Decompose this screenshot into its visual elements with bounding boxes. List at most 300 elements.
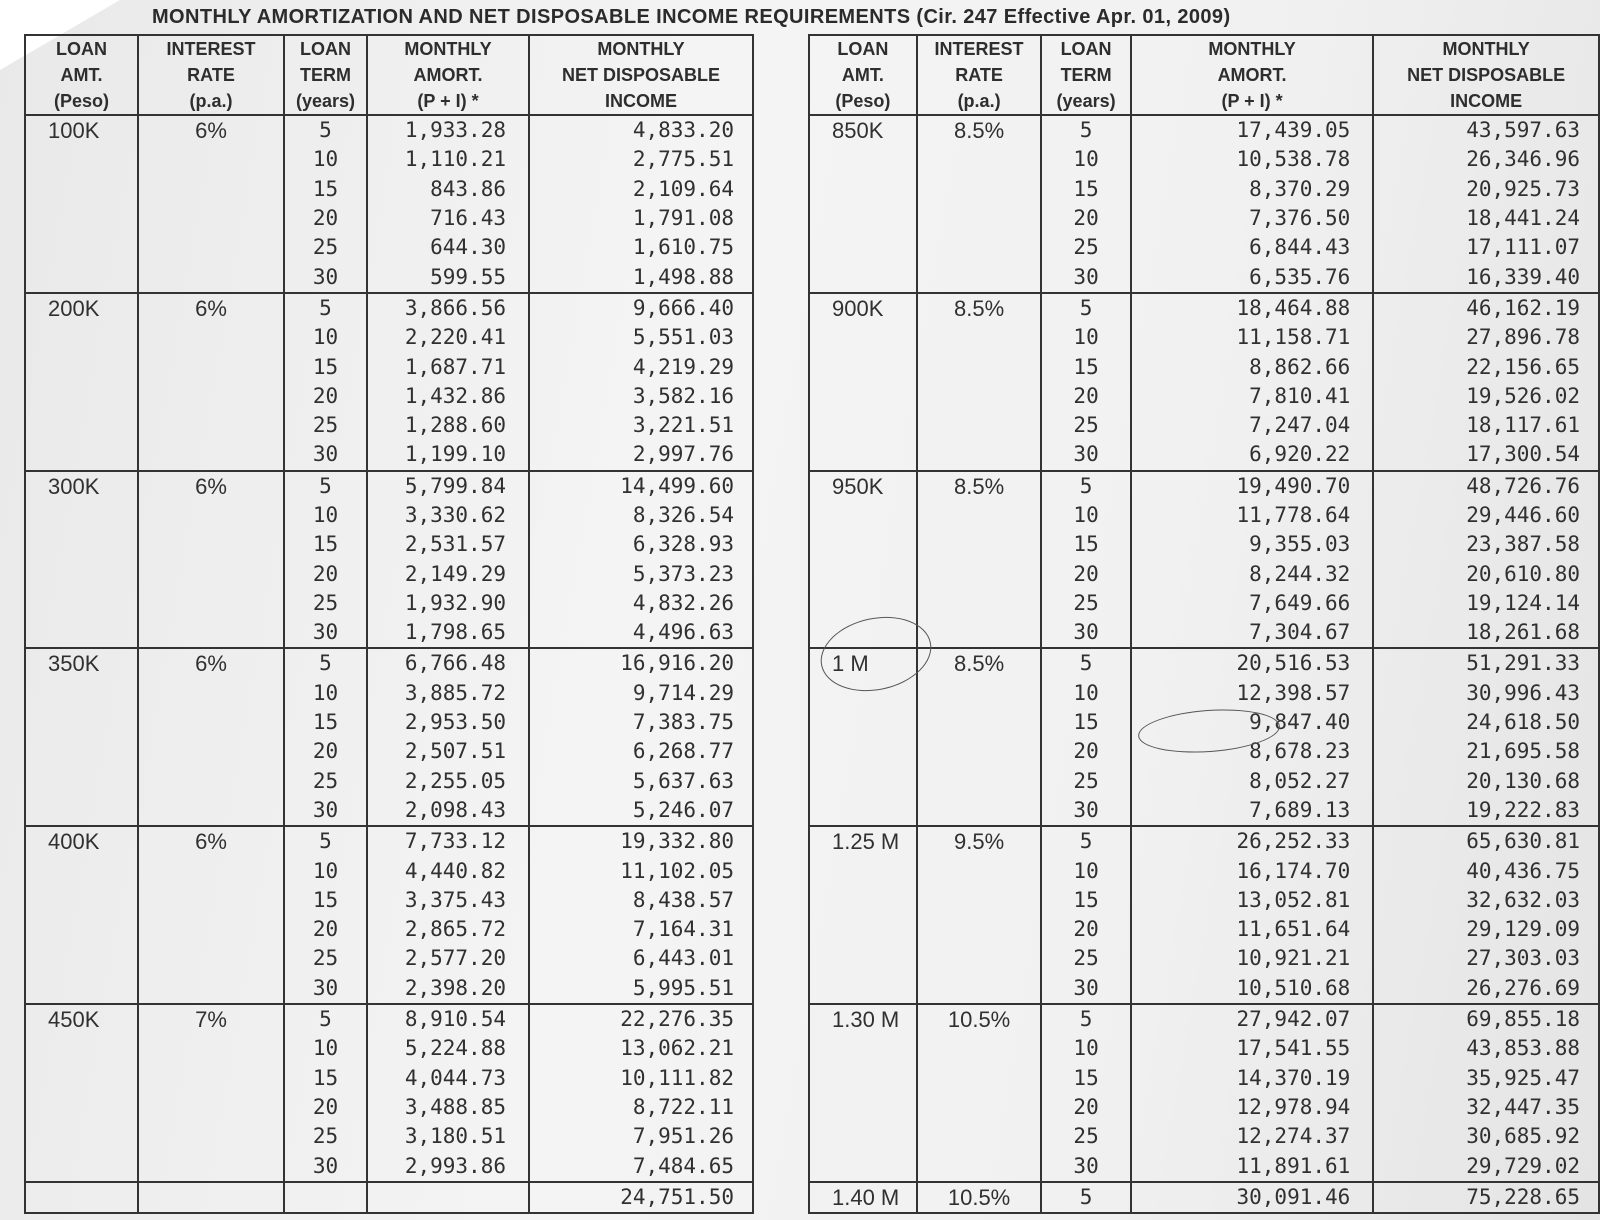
monthly-amort-cell: 9,847.40 [1131,708,1373,737]
header-line: AMORT. [1217,65,1287,85]
table-row [809,1004,1599,1034]
header-loan-term [1041,35,1131,115]
loan-amount-cell [809,204,917,233]
loan-amount-cell [25,145,138,174]
loan-amount-cell [25,262,138,292]
loan-term-cell: 25 [284,767,367,796]
amortization-table-left [24,34,754,1214]
table-row [25,323,753,352]
header-line: (Peso) [53,91,109,111]
table-row [25,796,753,826]
table-row [809,886,1599,915]
header-line: AMORT. [413,65,483,85]
monthly-amort-cell: 27,942.07 [1131,1004,1373,1034]
document-title: MONTHLY AMORTIZATION AND NET DISPOSABLE INCOME REQUIREMENTS (Cir. 247 Effective Apr. 01, 2009) [152,6,1231,28]
interest-rate-cell [138,708,284,737]
monthly-amort-cell: 8,052.27 [1131,767,1373,796]
header-loan-amt [809,35,917,115]
monthly-amort-cell: 2,993.86 [367,1151,529,1181]
header-loan-term [284,35,367,115]
loan-amount-cell [809,1122,917,1151]
net-disposable-income-cell: 21,695.58 [1373,737,1599,766]
header-line: MONTHLY [1442,39,1530,59]
table-row [25,944,753,973]
loan-term-cell: 25 [284,233,367,262]
loan-amount-cell: 950K [809,471,917,501]
table-row [25,589,753,618]
header-line: NET DISPOSABLE [1407,65,1566,85]
net-disposable-income-cell: 30,996.43 [1373,679,1599,708]
table-row [25,293,753,323]
loan-term-cell: 15 [284,530,367,559]
loan-amount-cell [25,767,138,796]
monthly-amort-cell: 26,252.33 [1131,826,1373,856]
table-row [25,1093,753,1122]
loan-amount-cell: 350K [25,648,138,678]
loan-amount-cell [809,1064,917,1093]
interest-rate-cell [917,175,1041,204]
net-disposable-income-cell: 13,062.21 [529,1034,753,1063]
interest-rate-cell [138,501,284,530]
monthly-amort-cell: 11,651.64 [1131,915,1373,944]
interest-rate-cell: 10.5% [917,1182,1041,1213]
table-row [809,974,1599,1004]
interest-rate-cell: 6% [138,648,284,678]
header-monthly-amort [1131,35,1373,115]
interest-rate-cell [917,145,1041,174]
loan-term-cell: 10 [1041,145,1131,174]
interest-rate-cell [138,204,284,233]
loan-amount-cell: 1.40 M [809,1182,917,1213]
loan-term-cell: 20 [284,559,367,588]
net-disposable-income-cell: 1,498.88 [529,262,753,292]
loan-term-cell: 25 [284,1122,367,1151]
interest-rate-cell [138,262,284,292]
table-row [809,915,1599,944]
header-line: (p.a.) [957,91,1001,111]
table-row [25,618,753,648]
interest-rate-cell [138,1182,284,1213]
loan-term-cell: 25 [1041,1122,1131,1151]
net-disposable-income-cell: 10,111.82 [529,1064,753,1093]
header-line: LOAN [56,39,107,59]
monthly-amort-cell: 3,885.72 [367,679,529,708]
net-disposable-income-cell: 48,726.76 [1373,471,1599,501]
table-row [809,115,1599,145]
table-row [809,826,1599,856]
table-row [25,826,753,856]
table-row [25,737,753,766]
table-row [809,262,1599,292]
monthly-amort-cell: 1,687.71 [367,352,529,381]
loan-term-cell: 5 [1041,471,1131,501]
loan-term-cell: 5 [284,1004,367,1034]
interest-rate-cell [917,944,1041,973]
header-line: INCOME [1450,91,1523,111]
interest-rate-cell [138,175,284,204]
header-line: LOAN [837,39,889,59]
table-row [809,530,1599,559]
loan-term-cell: 15 [284,352,367,381]
monthly-amort-cell: 3,180.51 [367,1122,529,1151]
net-disposable-income-cell: 2,997.76 [529,440,753,470]
monthly-amort-cell: 7,304.67 [1131,618,1373,648]
header-line: RATE [187,65,235,85]
loan-term-cell: 20 [1041,737,1131,766]
monthly-amort-cell: 3,488.85 [367,1093,529,1122]
interest-rate-cell: 6% [138,826,284,856]
loan-amount-cell [25,1151,138,1181]
loan-term-cell: 30 [1041,1151,1131,1181]
header-line: RATE [955,65,1003,85]
loan-term-cell: 30 [1041,796,1131,826]
loan-amount-cell [809,737,917,766]
loan-term-cell: 25 [284,411,367,440]
table-row [25,233,753,262]
net-disposable-income-cell: 18,441.24 [1373,204,1599,233]
loan-amount-cell [25,204,138,233]
monthly-amort-cell: 2,577.20 [367,944,529,973]
loan-term-cell: 20 [284,1093,367,1122]
monthly-amort-cell: 1,110.21 [367,145,529,174]
interest-rate-cell [917,856,1041,885]
loan-amount-cell [809,915,917,944]
net-disposable-income-cell: 5,995.51 [529,974,753,1004]
loan-amount-cell: 200K [25,293,138,323]
net-disposable-income-cell: 30,685.92 [1373,1122,1599,1151]
table-row [809,233,1599,262]
loan-amount-cell [25,559,138,588]
loan-amount-cell [25,915,138,944]
loan-amount-cell [809,886,917,915]
loan-amount-cell: 100K [25,115,138,145]
loan-term-cell: 5 [1041,648,1131,678]
table-row [25,175,753,204]
table-row [809,411,1599,440]
loan-term-cell: 25 [284,589,367,618]
loan-amount-cell [25,796,138,826]
loan-term-cell: 15 [1041,352,1131,381]
interest-rate-cell [917,501,1041,530]
interest-rate-cell [138,233,284,262]
monthly-amort-cell: 7,649.66 [1131,589,1373,618]
interest-rate-cell [138,944,284,973]
table-row [25,352,753,381]
loan-term-cell: 15 [1041,530,1131,559]
interest-rate-cell: 7% [138,1004,284,1034]
net-disposable-income-cell: 19,526.02 [1373,382,1599,411]
monthly-amort-cell: 644.30 [367,233,529,262]
monthly-amort-cell: 11,891.61 [1131,1151,1373,1181]
interest-rate-cell [138,974,284,1004]
header-line: INTEREST [934,39,1024,59]
loan-term-cell: 15 [284,708,367,737]
header-line: AMT. [60,65,103,85]
header-line: (Peso) [835,91,891,111]
monthly-amort-cell: 599.55 [367,262,529,292]
interest-rate-cell: 8.5% [917,471,1041,501]
loan-term-cell: 20 [284,737,367,766]
net-disposable-income-cell: 16,916.20 [529,648,753,678]
interest-rate-cell [917,589,1041,618]
interest-rate-cell [917,1093,1041,1122]
loan-amount-cell [809,974,917,1004]
header-interest-rate [917,35,1041,115]
interest-rate-cell [138,1093,284,1122]
interest-rate-cell: 6% [138,293,284,323]
monthly-amort-cell: 2,865.72 [367,915,529,944]
monthly-amort-cell: 2,398.20 [367,974,529,1004]
monthly-amort-cell: 12,274.37 [1131,1122,1373,1151]
interest-rate-cell [917,440,1041,470]
loan-amount-cell [25,233,138,262]
interest-rate-cell [917,679,1041,708]
net-disposable-income-cell: 26,276.69 [1373,974,1599,1004]
monthly-amort-cell: 13,052.81 [1131,886,1373,915]
net-disposable-income-cell: 43,853.88 [1373,1034,1599,1063]
interest-rate-cell: 8.5% [917,115,1041,145]
net-disposable-income-cell: 5,637.63 [529,767,753,796]
monthly-amort-cell: 2,098.43 [367,796,529,826]
interest-rate-cell [917,886,1041,915]
loan-term-cell: 10 [1041,323,1131,352]
loan-amount-cell: 1 M [809,648,917,678]
monthly-amort-cell: 17,439.05 [1131,115,1373,145]
loan-term-cell: 25 [1041,411,1131,440]
net-disposable-income-cell: 19,332.80 [529,826,753,856]
net-disposable-income-cell: 3,221.51 [529,411,753,440]
loan-term-cell: 20 [284,915,367,944]
table-row [809,352,1599,381]
header-line: INTEREST [166,39,256,59]
table-row [25,471,753,501]
table-row [25,974,753,1004]
loan-amount-cell [25,530,138,559]
loan-term-cell: 30 [284,618,367,648]
header-monthly-amort [367,35,529,115]
table-row [25,262,753,292]
header-net-disposable-income [1373,35,1599,115]
table-row [25,559,753,588]
interest-rate-cell [138,559,284,588]
interest-rate-cell [917,1151,1041,1181]
loan-amount-cell [809,559,917,588]
monthly-amort-cell: 19,490.70 [1131,471,1373,501]
monthly-amort-cell: 7,247.04 [1131,411,1373,440]
monthly-amort-cell: 9,355.03 [1131,530,1373,559]
table-row [809,145,1599,174]
table-row [25,145,753,174]
loan-term-cell: 10 [284,323,367,352]
table-row [809,471,1599,501]
interest-rate-cell [138,915,284,944]
loan-term-cell: 15 [284,886,367,915]
net-disposable-income-cell: 3,582.16 [529,382,753,411]
interest-rate-cell [917,618,1041,648]
loan-amount-cell [809,1093,917,1122]
loan-amount-cell [25,1182,138,1213]
header-line: TERM [300,65,351,85]
loan-amount-cell [809,352,917,381]
loan-amount-cell [25,944,138,973]
net-disposable-income-cell: 32,447.35 [1373,1093,1599,1122]
table-row [25,530,753,559]
loan-term-cell: 30 [1041,974,1131,1004]
net-disposable-income-cell: 32,632.03 [1373,886,1599,915]
loan-amount-cell: 1.25 M [809,826,917,856]
table-row [809,767,1599,796]
table-row [809,1182,1599,1213]
header-line: MONTHLY [1208,39,1296,59]
loan-amount-cell [809,382,917,411]
loan-amount-cell [25,737,138,766]
interest-rate-cell [138,856,284,885]
net-disposable-income-cell: 4,496.63 [529,618,753,648]
table-row [809,1151,1599,1181]
net-disposable-income-cell: 2,109.64 [529,175,753,204]
loan-term-cell: 10 [284,501,367,530]
loan-amount-cell [25,382,138,411]
monthly-amort-cell: 18,464.88 [1131,293,1373,323]
loan-amount-cell: 850K [809,115,917,145]
loan-amount-cell [809,440,917,470]
net-disposable-income-cell: 46,162.19 [1373,293,1599,323]
loan-amount-cell [25,1093,138,1122]
interest-rate-cell [917,1034,1041,1063]
net-disposable-income-cell: 29,446.60 [1373,501,1599,530]
loan-term-cell: 10 [1041,1034,1131,1063]
monthly-amort-cell: 6,535.76 [1131,262,1373,292]
table-row [809,559,1599,588]
interest-rate-cell [138,1151,284,1181]
loan-term-cell: 15 [284,1064,367,1093]
loan-term-cell: 10 [284,856,367,885]
interest-rate-cell: 10.5% [917,1004,1041,1034]
loan-term-cell: 25 [1041,589,1131,618]
net-disposable-income-cell: 9,714.29 [529,679,753,708]
monthly-amort-cell: 2,531.57 [367,530,529,559]
net-disposable-income-cell: 27,303.03 [1373,944,1599,973]
loan-term-cell: 30 [1041,618,1131,648]
loan-amount-cell: 1.30 M [809,1004,917,1034]
interest-rate-cell [917,323,1041,352]
loan-term-cell: 20 [284,382,367,411]
net-disposable-income-cell: 7,383.75 [529,708,753,737]
monthly-amort-cell: 12,978.94 [1131,1093,1373,1122]
table-row [809,175,1599,204]
table-row [25,382,753,411]
net-disposable-income-cell: 8,326.54 [529,501,753,530]
loan-term-cell: 25 [1041,944,1131,973]
loan-amount-cell [809,589,917,618]
loan-amount-cell [809,1034,917,1063]
net-disposable-income-cell: 19,124.14 [1373,589,1599,618]
loan-term-cell [284,1182,367,1213]
table-body [25,115,753,1213]
loan-term-cell: 30 [1041,262,1131,292]
loan-term-cell: 15 [1041,708,1131,737]
monthly-amort-cell: 8,910.54 [367,1004,529,1034]
net-disposable-income-cell: 20,610.80 [1373,559,1599,588]
table-row [25,1064,753,1093]
monthly-amort-cell: 30,091.46 [1131,1182,1373,1213]
net-disposable-income-cell: 35,925.47 [1373,1064,1599,1093]
net-disposable-income-cell: 4,832.26 [529,589,753,618]
monthly-amort-cell: 843.86 [367,175,529,204]
loan-amount-cell [809,530,917,559]
table-row [809,796,1599,826]
net-disposable-income-cell: 9,666.40 [529,293,753,323]
net-disposable-income-cell: 29,729.02 [1373,1151,1599,1181]
net-disposable-income-cell: 6,443.01 [529,944,753,973]
net-disposable-income-cell: 18,261.68 [1373,618,1599,648]
loan-amount-cell [25,323,138,352]
monthly-amort-cell: 2,953.50 [367,708,529,737]
net-disposable-income-cell: 14,499.60 [529,471,753,501]
monthly-amort-cell: 8,862.66 [1131,352,1373,381]
net-disposable-income-cell: 40,436.75 [1373,856,1599,885]
net-disposable-income-cell: 5,373.23 [529,559,753,588]
net-disposable-income-cell: 22,156.65 [1373,352,1599,381]
loan-term-cell: 5 [284,115,367,145]
net-disposable-income-cell: 65,630.81 [1373,826,1599,856]
net-disposable-income-cell: 5,551.03 [529,323,753,352]
interest-rate-cell [917,233,1041,262]
table-row [809,1093,1599,1122]
loan-amount-cell [25,1064,138,1093]
net-disposable-income-cell: 27,896.78 [1373,323,1599,352]
interest-rate-cell [138,737,284,766]
net-disposable-income-cell: 75,228.65 [1373,1182,1599,1213]
interest-rate-cell [917,737,1041,766]
loan-amount-cell: 900K [809,293,917,323]
interest-rate-cell [138,1122,284,1151]
loan-term-cell: 10 [1041,679,1131,708]
loan-term-cell: 20 [1041,1093,1131,1122]
interest-rate-cell [917,1064,1041,1093]
net-disposable-income-cell: 24,618.50 [1373,708,1599,737]
table-row [809,323,1599,352]
header-line: (years) [1056,91,1116,111]
net-disposable-income-cell: 19,222.83 [1373,796,1599,826]
monthly-amort-cell: 716.43 [367,204,529,233]
net-disposable-income-cell: 16,339.40 [1373,262,1599,292]
loan-term-cell: 10 [284,1034,367,1063]
interest-rate-cell [917,262,1041,292]
table-row [25,411,753,440]
loan-term-cell: 5 [1041,293,1131,323]
net-disposable-income-cell: 20,130.68 [1373,767,1599,796]
monthly-amort-cell: 5,799.84 [367,471,529,501]
loan-term-cell: 10 [1041,856,1131,885]
interest-rate-cell [917,204,1041,233]
monthly-amort-cell: 10,538.78 [1131,145,1373,174]
net-disposable-income-cell: 7,164.31 [529,915,753,944]
table-row [25,856,753,885]
loan-amount-cell [809,708,917,737]
table-row [25,708,753,737]
header-line: (p.a.) [189,91,233,111]
header-row [25,35,753,115]
loan-term-cell: 20 [1041,559,1131,588]
loan-amount-cell [809,767,917,796]
monthly-amort-cell: 10,510.68 [1131,974,1373,1004]
table-row [25,1122,753,1151]
loan-amount-cell [25,856,138,885]
loan-amount-cell [809,411,917,440]
header-loan-amt [25,35,138,115]
monthly-amort-cell: 7,376.50 [1131,204,1373,233]
